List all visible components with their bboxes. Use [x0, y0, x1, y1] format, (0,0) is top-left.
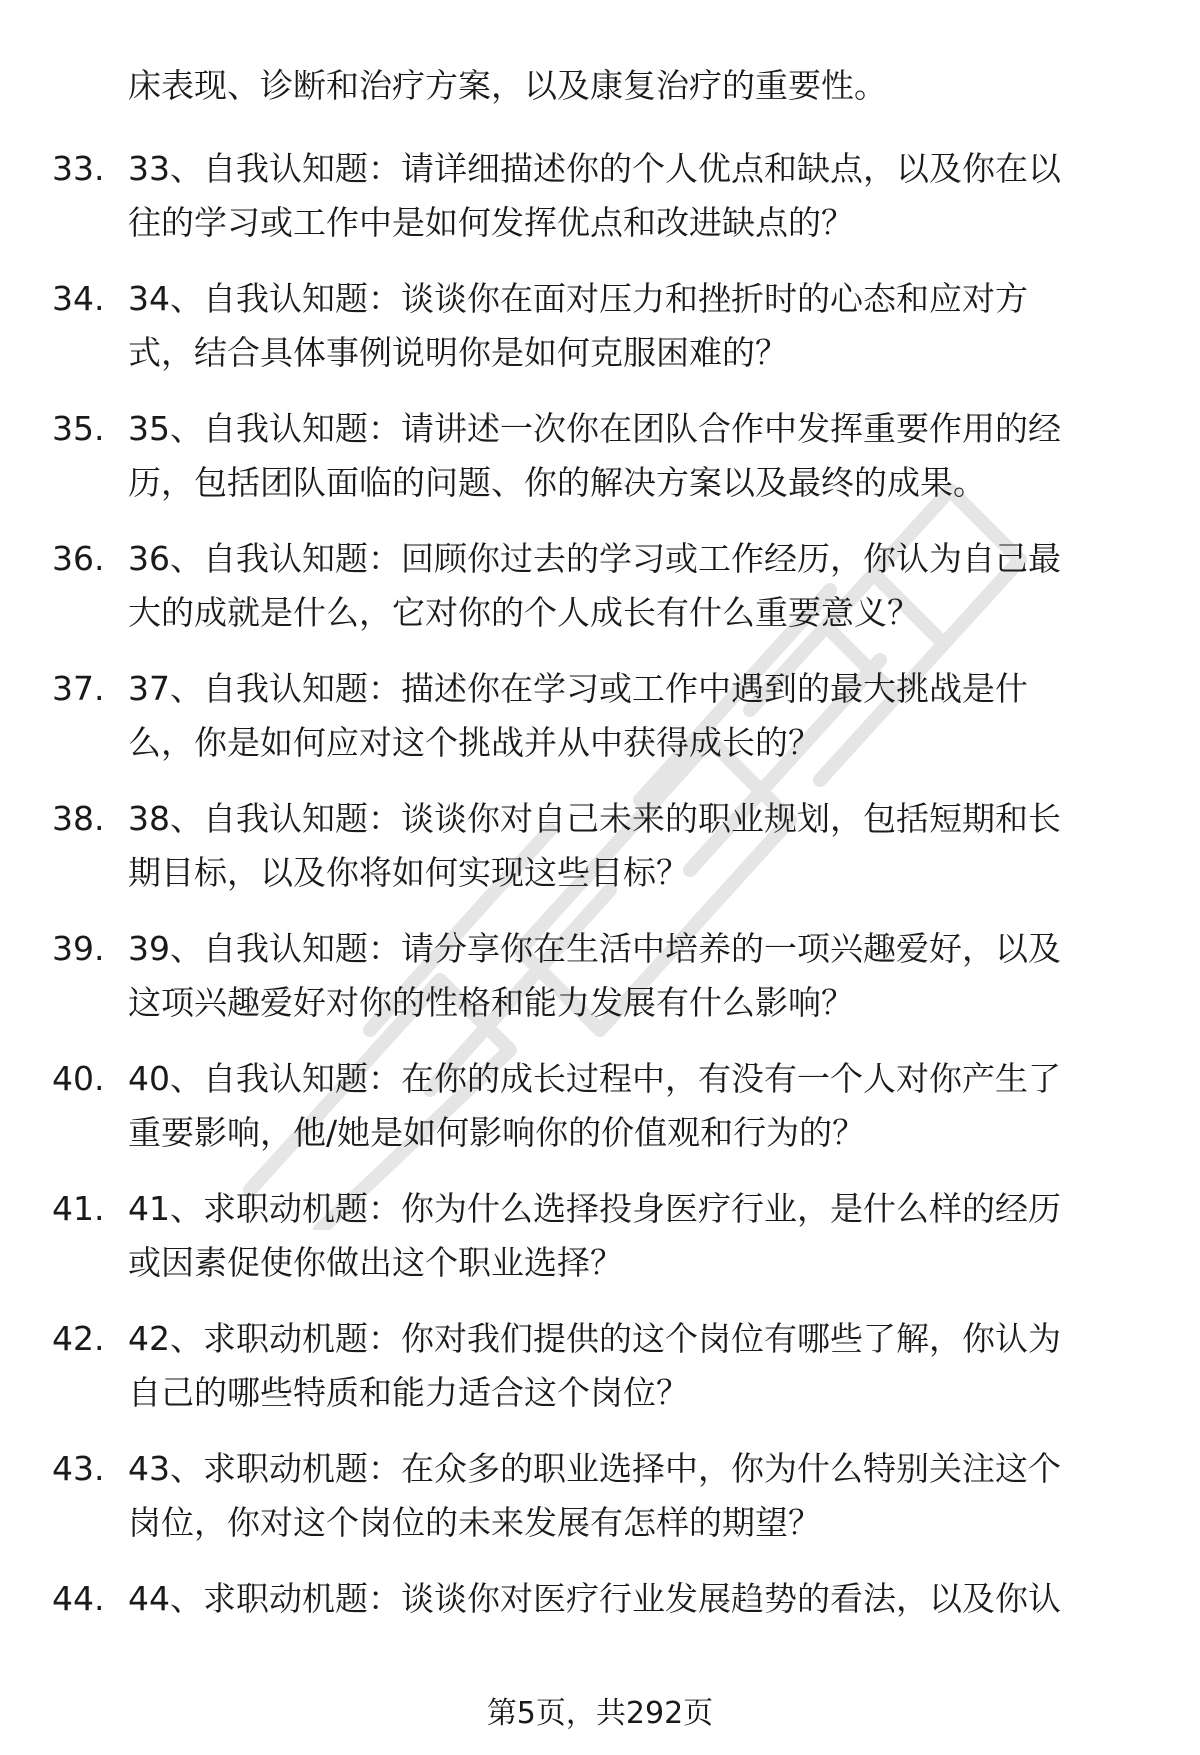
- item-number: 36.: [52, 539, 105, 578]
- list-item: [0, 792, 1200, 900]
- item-line: 岗位，你对这个岗位的未来发展有怎样的期望？: [128, 1503, 821, 1542]
- list-item: [0, 1442, 1200, 1550]
- item-number: 42.: [52, 1319, 105, 1358]
- page-footer: 第5页，共292页: [486, 1696, 714, 1731]
- item-line: 这项兴趣爱好对你的性格和能力发展有什么影响？: [128, 983, 854, 1022]
- item-line: 39、自我认知题：请分享你在生活中培养的一项兴趣爱好，以及: [128, 929, 1061, 968]
- list-item: [0, 1572, 1200, 1680]
- item-number: 37.: [52, 669, 105, 708]
- item-line: 36、自我认知题：回顾你过去的学习或工作经历，你认为自己最: [128, 539, 1061, 578]
- item-number: 43.: [52, 1449, 105, 1488]
- item-number: 39.: [52, 929, 105, 968]
- item-number: 33.: [52, 149, 105, 188]
- item-line: 33、自我认知题：请详细描述你的个人优点和缺点，以及你在以: [128, 149, 1061, 188]
- question-list: [0, 142, 1200, 1702]
- item-text: [128, 1052, 1148, 1160]
- continuation-text: 床表现、诊断和治疗方案，以及康复治疗的重要性。: [128, 66, 887, 105]
- item-line: 42、求职动机题：你对我们提供的这个岗位有哪些了解，你认为: [128, 1319, 1061, 1358]
- list-item: [0, 1182, 1200, 1290]
- item-text: [128, 142, 1148, 250]
- item-line: 40、自我认知题：在你的成长过程中，有没有一个人对你产生了: [128, 1059, 1061, 1098]
- item-text: [128, 402, 1148, 510]
- item-number: 41.: [52, 1189, 105, 1228]
- item-number: 35.: [52, 409, 105, 448]
- item-line: 41、求职动机题：你为什么选择投身医疗行业，是什么样的经历: [128, 1189, 1061, 1228]
- item-line: 38、自我认知题：谈谈你对自己未来的职业规划，包括短期和长: [128, 799, 1061, 838]
- item-text: [128, 1572, 1148, 1626]
- item-line: 43、求职动机题：在众多的职业选择中，你为什么特别关注这个: [128, 1449, 1061, 1488]
- item-number: 38.: [52, 799, 105, 838]
- item-line: 么，你是如何应对这个挑战并从中获得成长的？: [128, 723, 821, 762]
- item-line: 44、求职动机题：谈谈你对医疗行业发展趋势的看法，以及你认: [128, 1579, 1061, 1618]
- item-line: 往的学习或工作中是如何发挥优点和改进缺点的？: [128, 203, 854, 242]
- item-line: 35、自我认知题：请讲述一次你在团队合作中发挥重要作用的经: [128, 409, 1061, 448]
- list-item: [0, 1052, 1200, 1160]
- item-text: [128, 272, 1148, 380]
- item-line: 历，包括团队面临的问题、你的解决方案以及最终的成果。: [128, 463, 986, 502]
- list-item: [0, 142, 1200, 250]
- item-number: 34.: [52, 279, 105, 318]
- item-line: 期目标，以及你将如何实现这些目标？: [128, 853, 689, 892]
- item-line: 自己的哪些特质和能力适合这个岗位？: [128, 1373, 689, 1412]
- list-item: [0, 922, 1200, 1030]
- item-number: 44.: [52, 1579, 105, 1618]
- list-item: [0, 662, 1200, 770]
- item-line: 或因素促使你做出这个职业选择？: [128, 1243, 623, 1282]
- item-text: [128, 792, 1148, 900]
- list-item: [0, 532, 1200, 640]
- item-line: 37、自我认知题：描述你在学习或工作中遇到的最大挑战是什: [128, 669, 1028, 708]
- item-text: [128, 662, 1148, 770]
- item-text: [128, 1442, 1148, 1550]
- item-text: [128, 922, 1148, 1030]
- item-text: [128, 1182, 1148, 1290]
- item-line: 式，结合具体事例说明你是如何克服困难的？: [128, 333, 788, 372]
- item-line: 重要影响，他/她是如何影响你的价值观和行为的？: [128, 1113, 866, 1152]
- item-text: [128, 1312, 1148, 1420]
- list-item: [0, 1312, 1200, 1420]
- list-item: [0, 402, 1200, 510]
- list-item: [0, 272, 1200, 380]
- item-text: [128, 532, 1148, 640]
- item-number: 40.: [52, 1059, 105, 1098]
- item-line: 34、自我认知题：谈谈你在面对压力和挫折时的心态和应对方: [128, 279, 1028, 318]
- item-line: 大的成就是什么，它对你的个人成长有什么重要意义？: [128, 593, 920, 632]
